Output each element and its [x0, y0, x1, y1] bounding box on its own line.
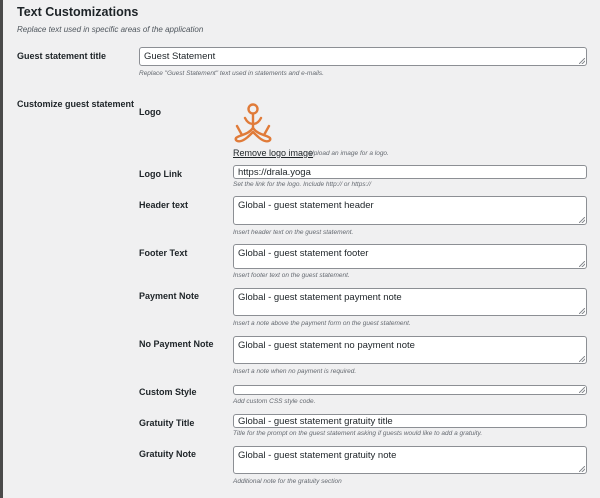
- guest-statement-title-field[interactable]: Guest Statement: [139, 47, 587, 66]
- gratuity-note-hint: Additional note for the gratuity section: [233, 478, 342, 485]
- logo-link-label: Logo Link: [139, 169, 182, 179]
- payment-note-field[interactable]: Global - guest statement payment note: [233, 288, 587, 316]
- no-payment-note-label: No Payment Note: [139, 339, 214, 349]
- gratuity-title-input[interactable]: Global - guest statement gratuity title: [233, 414, 587, 428]
- footer-text-field[interactable]: Global - guest statement footer: [233, 244, 587, 269]
- gratuity-note-field[interactable]: Global - guest statement gratuity note: [233, 446, 587, 474]
- payment-note-hint: Insert a note above the payment form on the guest statement.: [233, 320, 411, 327]
- gratuity-note-label: Gratuity Note: [139, 449, 197, 459]
- custom-style-label: Custom Style: [139, 387, 197, 397]
- upload-logo-hint: Upload an image for a logo.: [309, 150, 389, 157]
- payment-note-label: Payment Note: [139, 291, 200, 301]
- remove-logo-link[interactable]: Remove logo image: [233, 148, 314, 158]
- footer-text-hint: Insert footer text on the guest statement.: [233, 272, 350, 279]
- logo-link-hint: Set the link for the logo. Include http:// or https://: [233, 181, 372, 188]
- customize-guest-statement-label: Customize guest statement: [17, 99, 135, 109]
- guest-statement-title-label: Guest statement title: [17, 51, 107, 61]
- custom-style-field[interactable]: [233, 385, 587, 395]
- footer-text-label: Footer Text: [139, 248, 188, 258]
- section-description: Replace text used in specific areas of the application: [17, 25, 204, 34]
- custom-style-hint: Add custom CSS style code.: [233, 398, 316, 405]
- guest-statement-title-hint: Replace "Guest Statement" text used in statements and e-mails.: [139, 70, 324, 77]
- no-payment-note-hint: Insert a note when no payment is required.: [233, 368, 357, 375]
- logo-link-input[interactable]: https://drala.yoga: [233, 165, 587, 179]
- gratuity-title-label: Gratuity Title: [139, 418, 195, 428]
- header-text-field[interactable]: Global - guest statement header: [233, 196, 587, 225]
- section-title: Text Customizations: [17, 5, 139, 19]
- meditation-logo-icon: [233, 102, 273, 144]
- gratuity-title-hint: Title for the prompt on the guest statement asking if guests would like to add a gratuity.: [233, 430, 483, 437]
- no-payment-note-field[interactable]: Global - guest statement no payment note: [233, 336, 587, 364]
- left-border: [0, 0, 3, 498]
- header-text-hint: Insert header text on the guest statement.: [233, 229, 354, 236]
- header-text-label: Header text: [139, 200, 189, 210]
- logo-label: Logo: [139, 107, 161, 117]
